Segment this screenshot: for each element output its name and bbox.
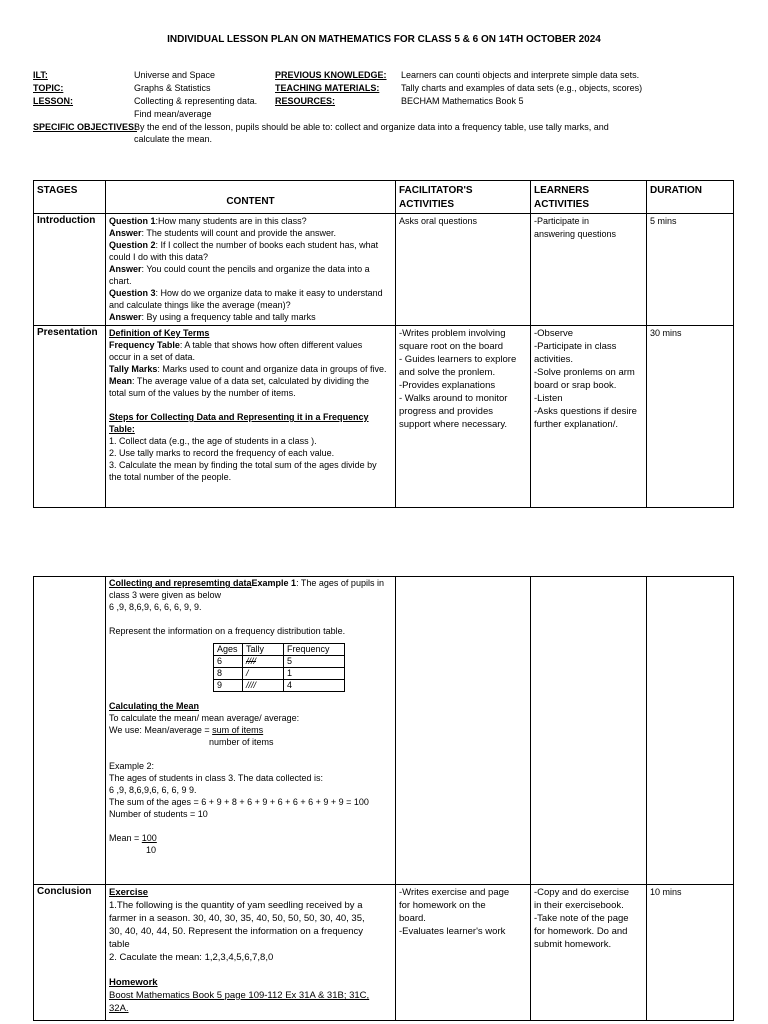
intro-content — [106, 214, 396, 326]
ex-line-2: farmer in a season. 30, 40, 30, 35, 40, 50, 50, 50, 30, 40, 35, — [109, 913, 365, 924]
intro-learners-1: -Participate in — [534, 216, 590, 226]
example-row — [34, 577, 734, 885]
example-content — [106, 577, 396, 885]
exercise-heading: Exercise — [109, 887, 149, 898]
teaching-materials-value: Tally charts and examples of data sets (e.g., objects, scores) — [401, 83, 643, 93]
col-content: CONTENT — [106, 181, 396, 214]
cf-1: -Writes exercise and page — [399, 887, 510, 898]
cl-5: submit homework. — [534, 939, 612, 950]
pf-5: -Provides explanations — [399, 380, 496, 391]
ilt-value: Universe and Space — [134, 70, 216, 80]
homework-heading: Homework — [109, 977, 158, 988]
ilt-label: ILT: — [33, 70, 48, 80]
objectives-label: SPECIFIC OBJECTIVES: — [33, 122, 138, 132]
calc-1: To calculate the mean/ mean average/ average: — [109, 713, 300, 723]
pl-6: -Listen — [534, 393, 563, 404]
calc-2a: We use: Mean/average = — [109, 725, 213, 735]
calc-3: number of items — [209, 737, 274, 747]
ex1-text2: class 3 were given as below — [109, 590, 222, 600]
cf-2: for homework on the — [399, 900, 486, 911]
page-title: INDIVIDUAL LESSON PLAN ON MATHEMATICS FOR CLASS 5 & 6 ON 14TH OCTOBER 2024 — [167, 34, 601, 45]
resources-label: RESOURCES: — [275, 96, 336, 106]
intro-learners-2: answering questions — [534, 229, 617, 239]
freq-age: 9 — [214, 680, 243, 692]
ft-text: : A table that shows how often different values — [179, 340, 363, 350]
a3-text: : By using a frequency table and tally marks — [141, 312, 316, 322]
stage-introduction: Introduction — [34, 214, 106, 326]
q3-label: Question 3 — [109, 288, 156, 298]
mean-a: Mean = — [109, 833, 142, 843]
a3-label: Answer — [109, 312, 142, 322]
table-row — [214, 656, 345, 668]
ex1-data: 6 ,9, 8,6,9, 6, 6, 6, 9, 9. — [109, 602, 202, 612]
table-row — [214, 680, 345, 692]
frequency-table — [213, 643, 345, 692]
cl-1: -Copy and do exercise — [534, 887, 630, 898]
intro-learners — [531, 214, 647, 326]
intro-duration: 5 mins — [647, 214, 734, 326]
freq-header-ages: Ages — [214, 644, 243, 656]
pl-4: -Solve pronlems on arm — [534, 367, 635, 378]
hw-line-2: 32A. — [109, 1003, 129, 1014]
a2-label: Answer — [109, 264, 142, 274]
mean-text: : The average value of a data set, calculated by dividing the — [132, 376, 370, 386]
topic-label: TOPIC: — [33, 83, 64, 93]
ft-text2: occur in a set of data. — [109, 352, 196, 362]
a1-label: Answer — [109, 228, 142, 238]
pl-5: board or srap book. — [534, 380, 617, 391]
tm-label: Tally Marks — [109, 364, 158, 374]
conclusion-content — [106, 885, 396, 1021]
pl-7: -Asks questions if desire — [534, 406, 637, 417]
col-duration: DURATION — [647, 181, 734, 214]
freq-tally: / — [243, 668, 284, 680]
pf-8: support where necessary. — [399, 419, 508, 430]
presentation-facilitator — [396, 326, 531, 508]
freq-age: 6 — [214, 656, 243, 668]
freq-count: 4 — [284, 680, 345, 692]
freq-header-frequency: Frequency — [284, 644, 345, 656]
conclusion-row — [34, 885, 734, 1021]
step-2: 2. Use tally marks to record the frequency of each value. — [109, 448, 335, 458]
example-facilitator-empty — [396, 577, 531, 885]
pf-3: - Guides learners to explore — [399, 354, 517, 365]
lesson-label: LESSON: — [33, 96, 74, 106]
example-heading: Collecting and represemting data — [109, 578, 252, 588]
objectives-value-1: By the end of the lesson, pupils should be able to: collect and organize data into a frequency table, use tally marks, and — [134, 122, 609, 132]
q2-text2: could I do with this data? — [109, 252, 209, 262]
ex2-label: Example 2: — [109, 761, 155, 771]
steps-heading: Steps for Collecting Data and Representing it in a Frequency Table: — [109, 412, 369, 434]
ex1-label: Example 1 — [251, 578, 297, 588]
mean-num: 100 — [141, 833, 157, 843]
step-1: 1. Collect data (e.g., the age of students in a class ). — [109, 436, 317, 446]
q2-label: Question 2 — [109, 240, 156, 250]
conclusion-facilitator — [396, 885, 531, 1021]
q3-text: : How do we organize data to make it easy to understand — [155, 288, 383, 298]
a1-text: : The students will count and provide the answer. — [141, 228, 336, 238]
lesson-value-1: Collecting & representing data. — [134, 96, 258, 106]
presentation-row — [34, 326, 734, 508]
resources-value: BECHAM Mathematics Book 5 — [401, 96, 524, 106]
lesson-table — [33, 180, 734, 508]
pf-1: -Writes problem involving — [399, 328, 506, 339]
step-3: 3. Calculate the mean by finding the total sum of the ages divide by — [109, 460, 377, 470]
calc-2b: sum of items — [212, 725, 264, 735]
ex2-3: The sum of the ages = 6 + 9 + 8 + 6 + 9 + 6 + 6 + 6 + 9 + 9 = 100 — [109, 797, 369, 807]
q1-label: Question 1 — [109, 216, 156, 226]
example-stage-empty — [34, 577, 106, 885]
mean-den: 10 — [146, 845, 157, 855]
previous-knowledge-value: Learners can counti objects and interprete simple data sets. — [401, 70, 640, 80]
q1-text: :How many students are in this class? — [155, 216, 307, 226]
step-3b: the total number of the people. — [109, 472, 232, 482]
presentation-content — [106, 326, 396, 508]
teaching-materials-label: TEACHING MATERIALS: — [275, 83, 380, 93]
ex2-1: The ages of students in class 3. The data collected is: — [109, 773, 323, 783]
freq-count: 5 — [284, 656, 345, 668]
pl-3: activities. — [534, 354, 574, 365]
hw-line-1: Boost Mathematics Book 5 page 109-112 Ex 31A & 31B; 31C, — [109, 990, 370, 1001]
ex-line-1: 1.The following is the quantity of yam seedling received by a — [109, 900, 363, 911]
stage-conclusion: Conclusion — [34, 885, 106, 1021]
a2-text2: chart. — [109, 276, 132, 286]
pl-1: -Observe — [534, 328, 574, 339]
cl-2: in their exercisebook. — [534, 900, 624, 911]
key-terms-heading: Definition of Key Terms — [109, 328, 210, 338]
cf-4: -Evaluates learner's work — [399, 926, 506, 937]
lesson-value-2: Find mean/average — [134, 109, 212, 119]
ex2-2: 6 ,9, 8,6,9,6, 6, 6, 9 9. — [109, 785, 197, 795]
previous-knowledge-label: PREVIOUS KNOWLEDGE: — [275, 70, 387, 80]
freq-age: 8 — [214, 668, 243, 680]
pf-2: square root on the board — [399, 341, 504, 352]
intro-facilitator: Asks oral questions — [396, 214, 531, 326]
freq-header-tally: Tally — [243, 644, 284, 656]
example-duration-empty — [647, 577, 734, 885]
mean-label: Mean — [109, 376, 133, 386]
a2-text: : You could count the pencils and organize the data into a — [141, 264, 370, 274]
ex-line-5: 2. Caculate the mean: 1,2,3,4,5,6,7,8,0 — [109, 952, 274, 963]
conclusion-learners — [531, 885, 647, 1021]
col-facilitator: FACILITATOR'S ACTIVITIES — [396, 181, 531, 214]
introduction-row — [34, 214, 734, 326]
cl-3: -Take note of the page — [534, 913, 629, 924]
conclusion-duration: 10 mins — [647, 885, 734, 1021]
topic-value: Graphs & Statistics — [134, 83, 211, 93]
q3-text2: and calculate things like the average (mean)? — [109, 300, 291, 310]
calc-heading: Calculating the Mean — [109, 701, 200, 711]
objectives-value-2: calculate the mean. — [134, 134, 213, 144]
pf-4: and solve the pronlem. — [399, 367, 496, 378]
presentation-duration: 30 mins — [647, 326, 734, 508]
ex-line-4: table — [109, 939, 130, 950]
freq-count: 1 — [284, 668, 345, 680]
stage-presentation: Presentation — [34, 326, 106, 508]
pf-6: - Walks around to monitor — [399, 393, 508, 404]
col-learners: LEARNERS ACTIVITIES — [531, 181, 647, 214]
q2-text: : If I collect the number of books each student has, what — [155, 240, 379, 250]
cl-4: for homework. Do and — [534, 926, 628, 937]
freq-tally: //// — [243, 656, 284, 668]
tm-text: : Marks used to count and organize data in groups of five. — [157, 364, 387, 374]
pl-8: further explanation/. — [534, 419, 618, 430]
freq-tally: //// — [243, 680, 284, 692]
ft-label: Frequency Table — [109, 340, 180, 350]
col-stages: STAGES — [34, 181, 106, 214]
ex1-text: : The ages of pupils in — [296, 578, 384, 588]
lesson-table-continued — [33, 576, 734, 1021]
mean-text2: total sum of the values by the number of items. — [109, 388, 296, 398]
pl-2: -Participate in class — [534, 341, 617, 352]
pf-7: progress and provides — [399, 406, 493, 417]
ex-line-3: 30, 40, 40, 44, 50. Represent the information on a frequency — [109, 926, 364, 937]
table-header-row — [34, 181, 734, 214]
presentation-learners — [531, 326, 647, 508]
table-row — [214, 668, 345, 680]
cf-3: board. — [399, 913, 426, 924]
ex1-instruction: Represent the information on a frequency distribution table. — [109, 626, 346, 636]
example-learners-empty — [531, 577, 647, 885]
ex2-4: Number of students = 10 — [109, 809, 208, 819]
